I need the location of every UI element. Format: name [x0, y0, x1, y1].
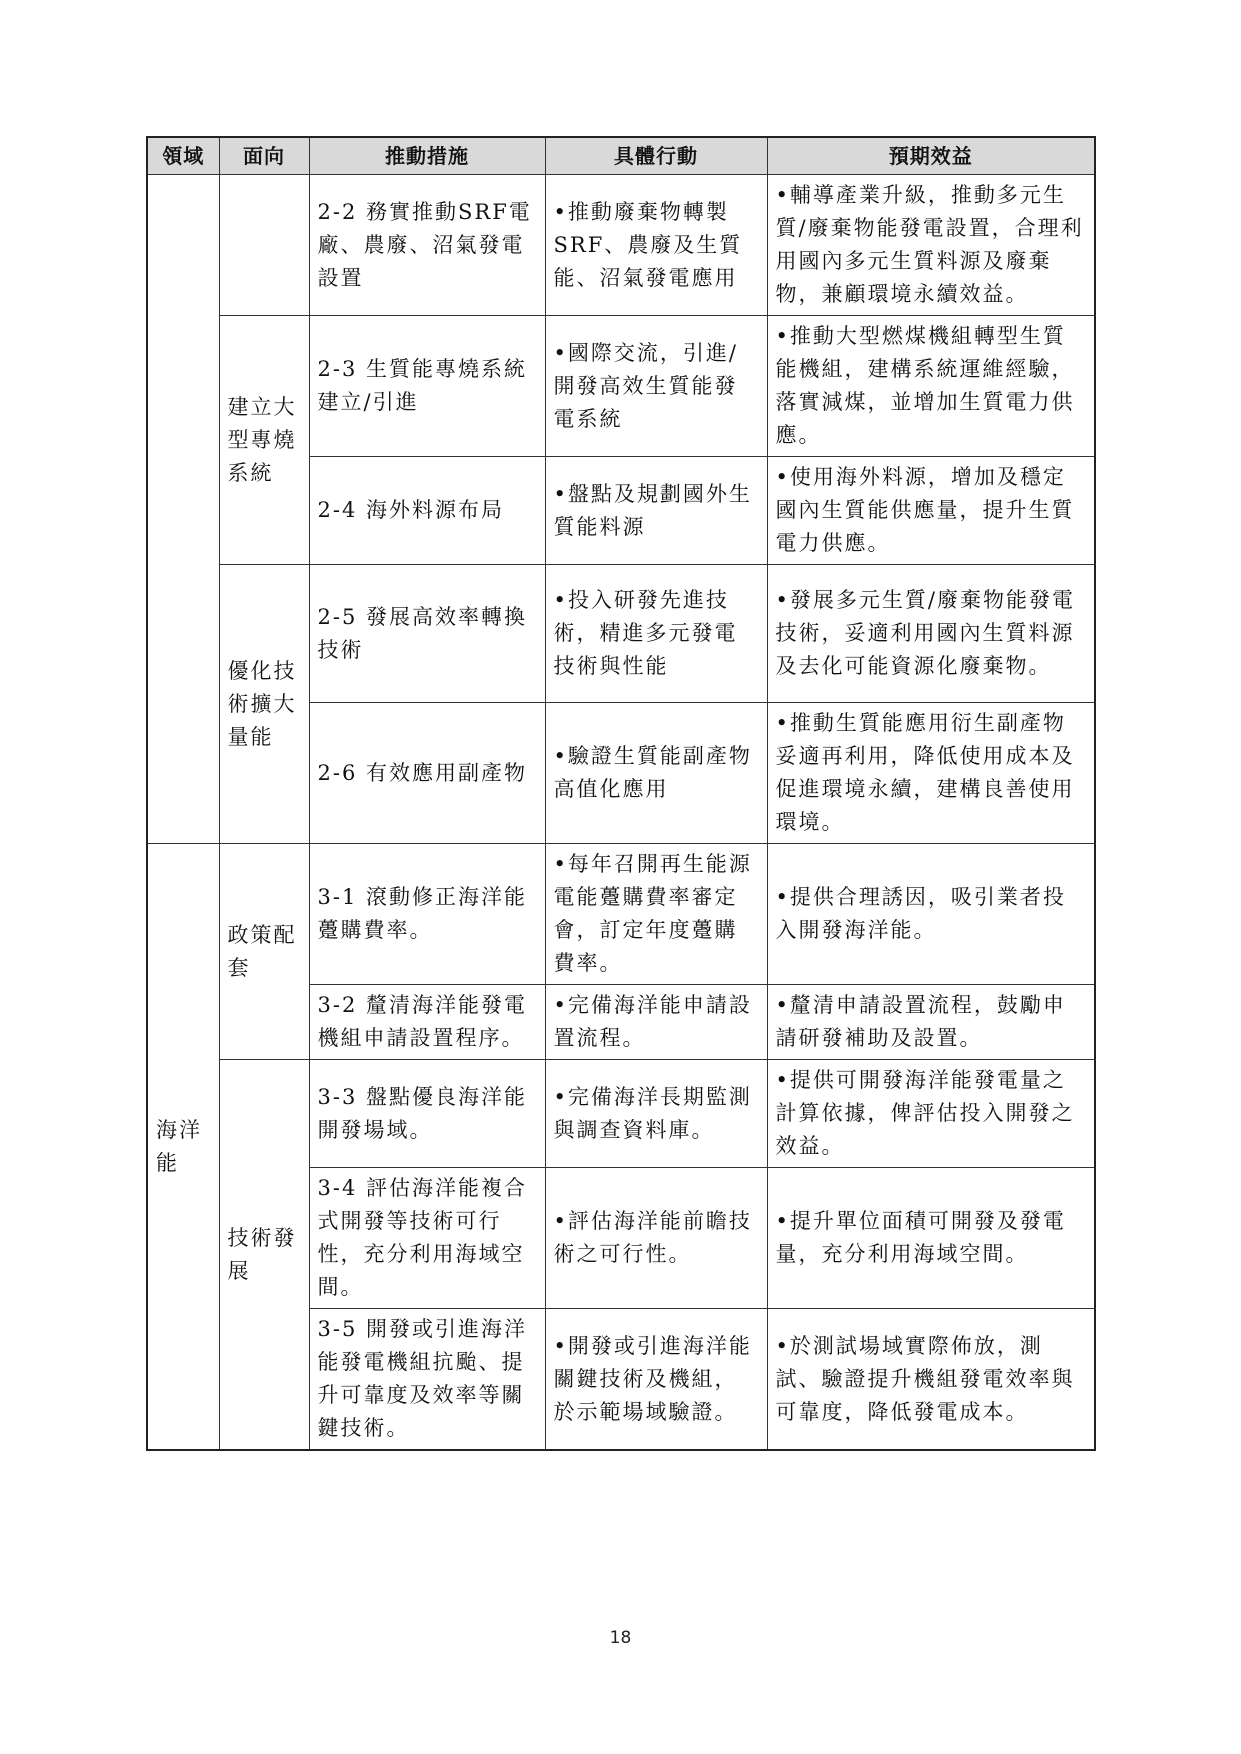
header-aspect: 面向: [219, 137, 309, 175]
domain-cell-ocean: 海洋能: [147, 844, 219, 1451]
action-cell: •國際交流，引進/開發高效生質能發電系統: [545, 316, 767, 457]
table-row: [147, 844, 1095, 985]
action-cell: •開發或引進海洋能關鍵技術及機組，於示範場域驗證。: [545, 1309, 767, 1451]
benefit-cell: •發展多元生質/廢棄物能發電技術，妥適利用國內生質料源及去化可能資源化廢棄物。: [767, 565, 1095, 703]
action-cell: •完備海洋長期監測與調查資料庫。: [545, 1060, 767, 1168]
aspect-cell-optimize-tech: 優化技術擴大量能: [219, 565, 309, 844]
action-cell: •投入研發先進技術，精進多元發電技術與性能: [545, 565, 767, 703]
action-cell: •推動廢棄物轉製SRF、農廢及生質能、沼氣發電應用: [545, 175, 767, 316]
benefit-cell: •提供可開發海洋能發電量之計算依據，俾評估投入開發之效益。: [767, 1060, 1095, 1168]
measure-cell: 3-5 開發或引進海洋能發電機組抗颱、提升可靠度及效率等關鍵技術。: [309, 1309, 545, 1451]
measure-cell: 2-6 有效應用副產物: [309, 703, 545, 844]
measure-cell: 3-2 釐清海洋能發電機組申請設置程序。: [309, 985, 545, 1060]
header-measure: 推動措施: [309, 137, 545, 175]
page-number: 18: [609, 1628, 632, 1648]
measure-cell: 2-2 務實推動SRF電廠、農廢、沼氣發電設置: [309, 175, 545, 316]
action-cell: •盤點及規劃國外生質能料源: [545, 457, 767, 565]
benefit-cell: •推動大型燃煤機組轉型生質能機組，建構系統運維經驗，落實減煤，並增加生質電力供應。: [767, 316, 1095, 457]
measure-cell: 3-3 盤點優良海洋能開發場域。: [309, 1060, 545, 1168]
measures-table: [146, 136, 1096, 1451]
benefit-cell: •輔導產業升級，推動多元生質/廢棄物能發電設置，合理利用國內多元生質料源及廢棄物，兼顧環境永續效益。: [767, 175, 1095, 316]
header-benefit: 預期效益: [767, 137, 1095, 175]
table-row: [147, 316, 1095, 457]
benefit-cell: •使用海外料源，增加及穩定國內生質能供應量，提升生質電力供應。: [767, 457, 1095, 565]
benefit-cell: •釐清申請設置流程，鼓勵申請研發補助及設置。: [767, 985, 1095, 1060]
table-row: [147, 565, 1095, 703]
domain-cell-biomass: [147, 175, 219, 844]
action-cell: •評估海洋能前瞻技術之可行性。: [545, 1168, 767, 1309]
aspect-cell-tech-dev: 技術發展: [219, 1060, 309, 1451]
measure-cell: 2-3 生質能專燒系統建立/引進: [309, 316, 545, 457]
benefit-cell: •於測試場域實際佈放，測試、驗證提升機組發電效率與可靠度，降低發電成本。: [767, 1309, 1095, 1451]
action-cell: •每年召開再生能源電能躉購費率審定會，訂定年度躉購費率。: [545, 844, 767, 985]
table-header-row: [147, 137, 1095, 175]
measure-cell: 2-4 海外料源布局: [309, 457, 545, 565]
table-row: [147, 1060, 1095, 1168]
action-cell: •驗證生質能副產物高值化應用: [545, 703, 767, 844]
aspect-cell-policy: 政策配套: [219, 844, 309, 1060]
table-row: [147, 175, 1095, 316]
benefit-cell: •提供合理誘因，吸引業者投入開發海洋能。: [767, 844, 1095, 985]
measure-cell: 3-1 滾動修正海洋能躉購費率。: [309, 844, 545, 985]
aspect-cell-large-dedicated: 建立大型專燒系統: [219, 316, 309, 565]
measure-cell: 3-4 評估海洋能複合式開發等技術可行性，充分利用海域空間。: [309, 1168, 545, 1309]
aspect-cell-empty: [219, 175, 309, 316]
benefit-cell: •提升單位面積可開發及發電量，充分利用海域空間。: [767, 1168, 1095, 1309]
benefit-cell: •推動生質能應用衍生副產物妥適再利用，降低使用成本及促進環境永續，建構良善使用環境。: [767, 703, 1095, 844]
header-action: 具體行動: [545, 137, 767, 175]
header-domain: 領域: [147, 137, 219, 175]
action-cell: •完備海洋能申請設置流程。: [545, 985, 767, 1060]
measure-cell: 2-5 發展高效率轉換技術: [309, 565, 545, 703]
